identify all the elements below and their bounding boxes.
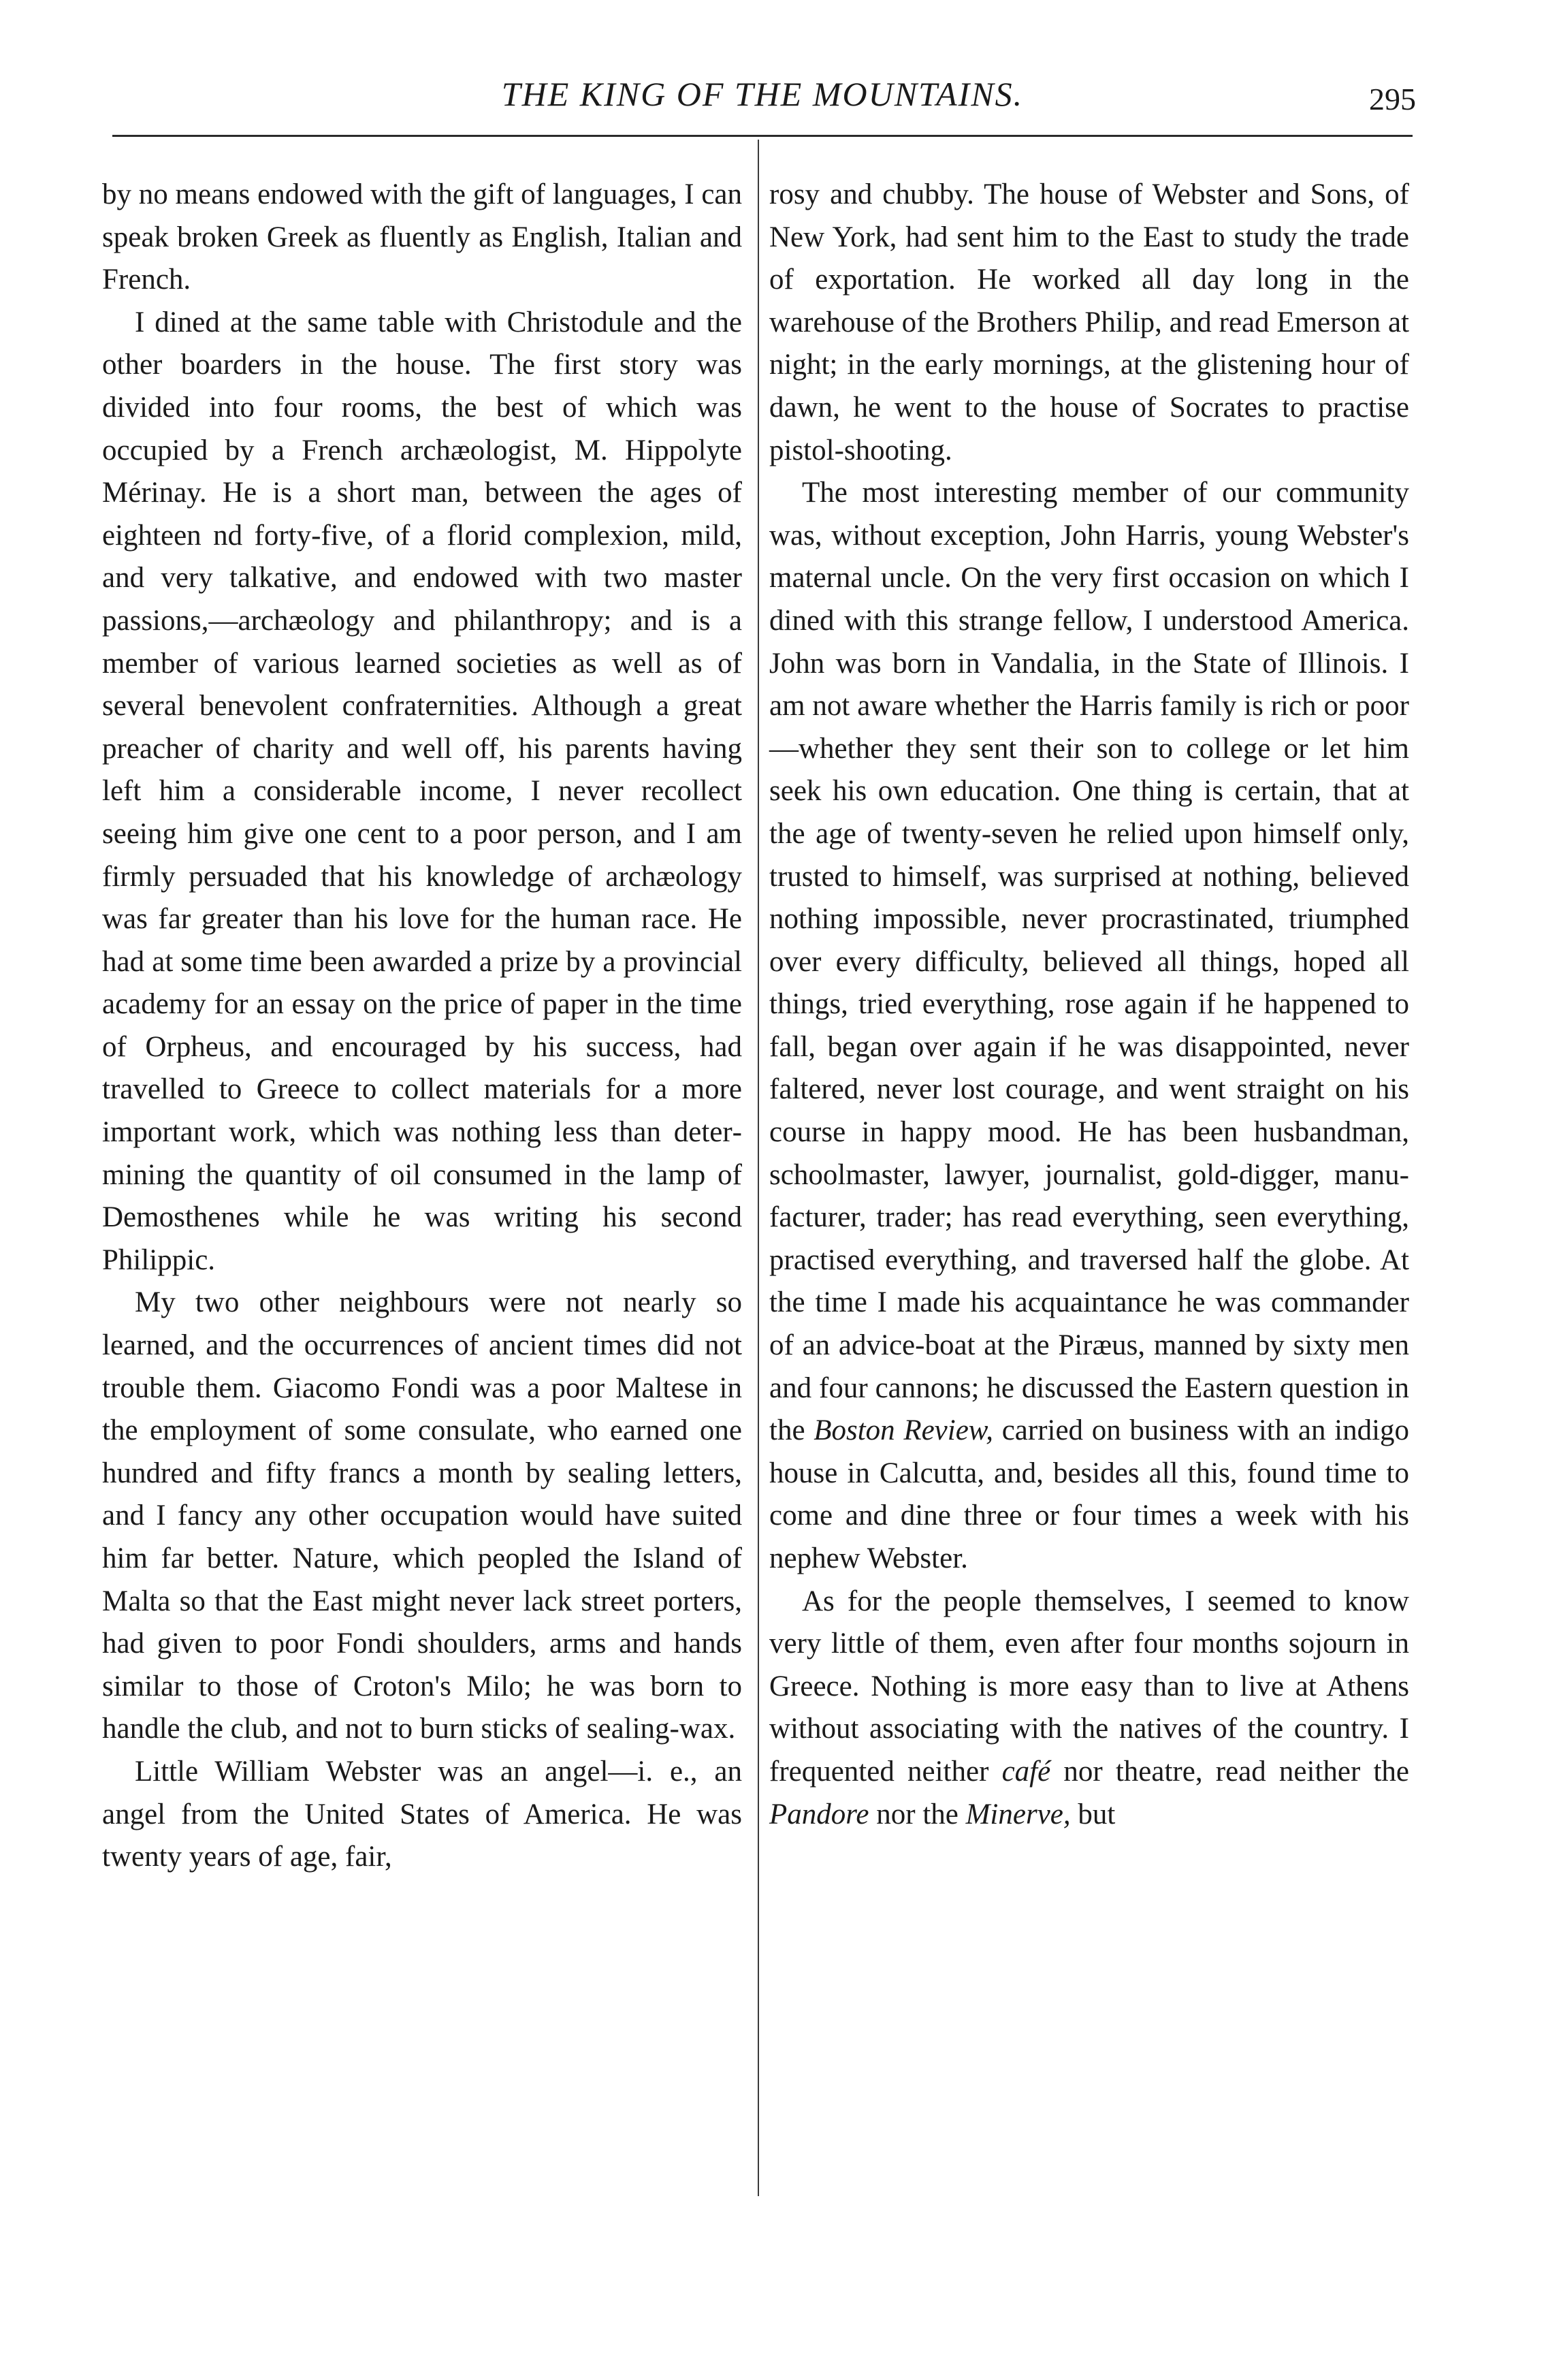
paragraph [769,1581,1409,1837]
text-run: but [1078,1798,1116,1830]
paragraph: rosy and chubby. The house of Webster and Sons, of New York, had sent him to the East to study the trade of exportation. He worked all day long in the warehouse of the Brothers Philip, and read Emerson at night; in the early mornings, at the glistening hour of dawn, he went to the house of Socrates to practise pistol-shooting. [769,178,1409,466]
left-column [102,174,742,1879]
italic-title: Minerve, [965,1798,1071,1830]
italic-title: Boston Review, [814,1414,994,1447]
paragraph: My two other neighbours were not nearly so learned, and the occurrences of ancient times did not trouble them. Giacomo Fondi was a poor Maltese in the employment of some consulate, who earned one hundred and fifty francs a month by sealing letters, and I fancy any other occupation would have suited him far better. Nature, which peopled the Island of Malta so that the East might never lack street porters, had given to poor Fondi shoulders, arms and hands similar to those of Croton's Milo; he was born to handle the club, and not to burn sticks of sealing-wax. [102,1286,742,1745]
text-run: As for the people themselves, I seemed to know very little of them, even after four months sojourn in Greece. Nothing is more easy than to live at Athens without associating with the natives of the country. I frequented neither [769,1585,1409,1788]
text-run: The most interesting member of our community was, without exception, John Harris, young Webster's maternal uncle. On the very first occasion on which I dined with this strange fellow, I understood America. John was born in Vandalia, in the State of Illinois. I am not aware whether the Harris family is rich or poor—whether they sent their son to college or let him seek his own education. One thing is certain, that at the age of twenty-seven he relied upon himself only, trusted to himself, was surprised at nothing, believed nothing impossible, never procrastinated, triumphed over every difficulty, believed all things, hoped all things, tried everything, rose again if he happened to fall, began over again if he was disappointed, never faltered, never lost courage, and went straight on his course in happy mood. He has been husbandman, schoolmaster, lawyer, journalist, gold-digger, manufacturer, trader; has read everything, seen everything, practised everything, and traversed half the globe. At the time I made his acquaintance he was commander of an advice-boat at the Piræus, manned by sixty men and four cannons; he discussed the Eastern question in the [769,477,1409,1447]
italic-title: Pandore [769,1798,869,1830]
paragraph: I dined at the same table with Christodule and the other boarders in the house. The first story was divided into four rooms, the best of which was occupied by a French archæologist, M. Hippolyte Mérinay. He is a short man, between the ages of eighteen nd forty-five, of a florid complexion, mild, and very talkative, and endowed with two master passions,—archæology and philanthropy; and is a member of various learned societies as well as of several benevolent confraternities. Although a great preacher of charity and well off, his parents having left him a considerable income, I never recollect seeing him give one cent to a poor person, and I am firmly persuaded that his knowledge of archæology was far greater than his love for the human race. He had at some time been awarded a prize by a provincial academy for an essay on the price of paper in the time of Orpheus, and encouraged by his success, had travelled to Greece to collect materials for a more important work, which was nothing less than determining the quantity of oil consumed in the lamp of Demosthenes while he was writing his second Philippic. [102,306,742,1276]
paragraph: Little William Webster was an angel—i. e., an angel from the United States of America. He was twenty years of age, fair, [102,1755,742,1873]
paragraph [769,472,1409,1580]
running-head [109,74,1416,114]
header-rule [112,135,1413,137]
text-run: carried on business with an indigo house in Calcutta, and, besides all this, found time to come and dine three or four times a week with his nephew Webster. [769,1414,1410,1574]
running-title: THE KING OF THE MOUNTAINS. [501,75,1024,113]
paragraph: by no means endowed with the gift of languages, I can speak broken Greek as fluently as English, Italian and French. [102,178,742,296]
text-run: nor the [876,1798,959,1830]
italic-word: café [1001,1755,1051,1788]
column-divider [758,140,759,2196]
text-run: nor theatre, read neither the [1063,1755,1409,1788]
page-number: 295 [1369,82,1416,116]
right-column [769,174,1409,1836]
